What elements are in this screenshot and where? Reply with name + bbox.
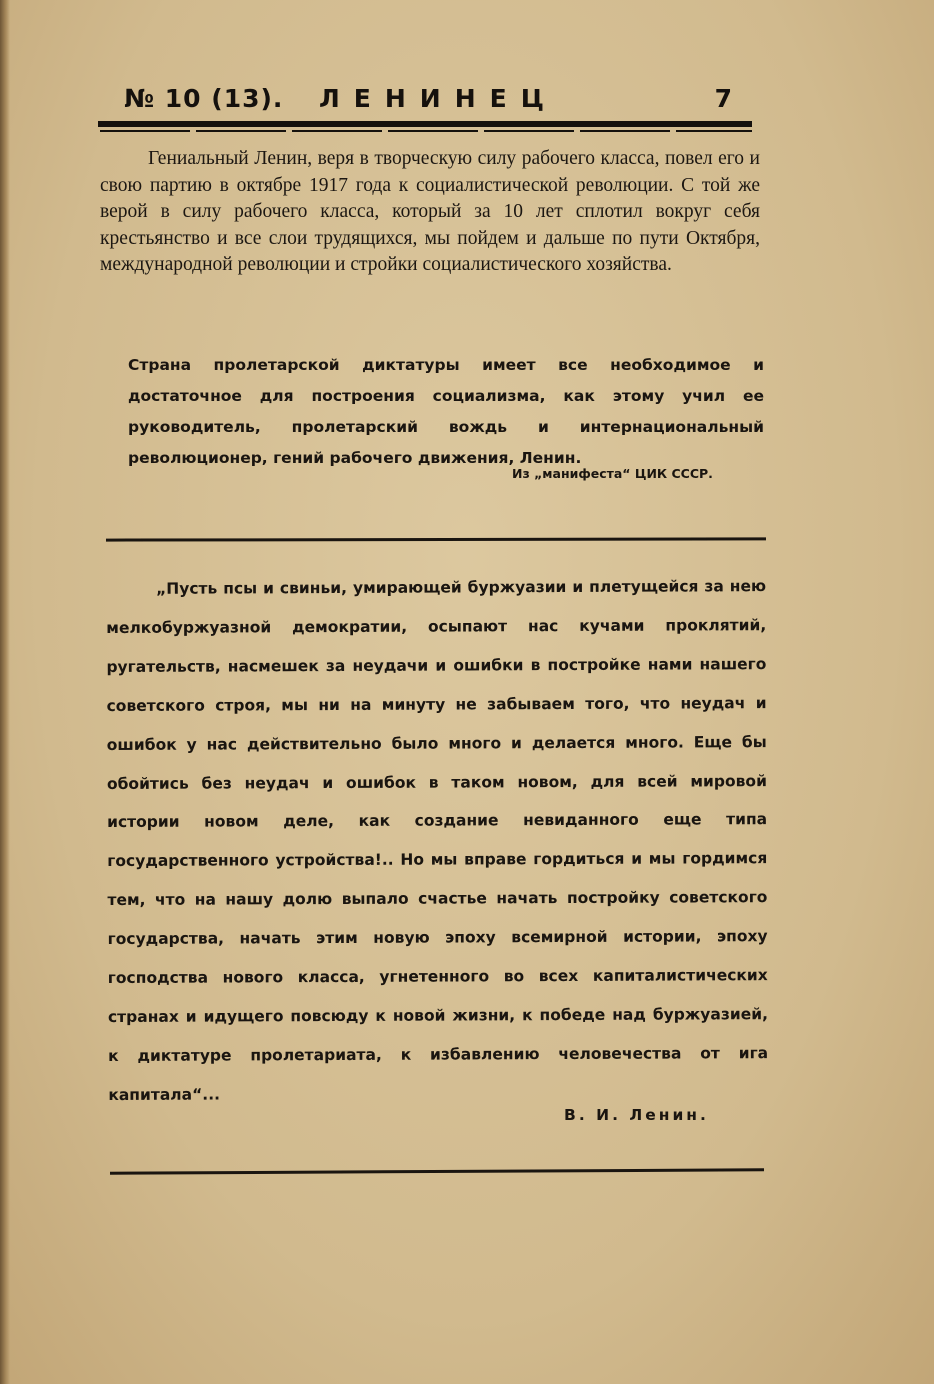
issue-number: № 10 (13). bbox=[124, 84, 284, 113]
page-binding-edge bbox=[0, 0, 10, 1384]
header-rule-thick bbox=[98, 121, 752, 127]
manifesto-source: Из „манифеста“ ЦИК СССР. bbox=[512, 466, 713, 481]
page-header bbox=[124, 84, 744, 118]
intro-paragraph: Гениальный Ленин, веря в творческую силу рабочего класса, повел его и свою партию в октябре 1917 года к социалистической революции. С той же верой в силу рабочего класса, который за 10 лет сплотил вокруг себя крестьянство и все слои трудящихся, мы пойдем и дальше по пути Октября, международной революции и стройки социалистического хозяйства. bbox=[100, 148, 760, 276]
manifesto-quote: Страна пролетарской диктатуры имеет все необходимое и достаточное для построения социализма, как этому учил ее руководитель, пролетарский вождь и интернациональный революционер, гений рабочего движения, Ленин. bbox=[128, 356, 764, 467]
bottom-divider bbox=[110, 1168, 764, 1174]
quote-signature: В. И. Ленин. bbox=[564, 1106, 709, 1124]
lenin-quote: „Пусть псы и свиньи, умирающей буржуазии и плетущейся за нею мелкобуржуазной демократии, осыпают нас кучами проклятий, ругательств, насмешек за неудачи и ошибки в постройке нами нашего советского строя, мы ни на минуту не забываем того, что неудач и ошибок у нас действительно было много и делается много. Еще бы обойтись без неудач и ошибок в таком новом, для всей мировой истории новом деле, как создание невиданного еще типа государственного устройства!.. Но мы вправе гордиться и мы гордимся тем, что на нашу долю выпало счастье начать постройку советского государства, начать этим новую эпоху всемирной истории, эпоху господства нового класса, угнетенного во всех капиталистических странах и идущего повсюду к новой жизни, к победе над буржуазией, к диктатуре пролетариата, к избавлению человечества от ига капитала“... bbox=[106, 577, 769, 1104]
magazine-title: ЛЕНИНЕЦ bbox=[319, 84, 558, 113]
header-rule-thin bbox=[100, 130, 752, 132]
section-divider bbox=[106, 537, 766, 541]
page-number: 7 bbox=[714, 84, 732, 113]
